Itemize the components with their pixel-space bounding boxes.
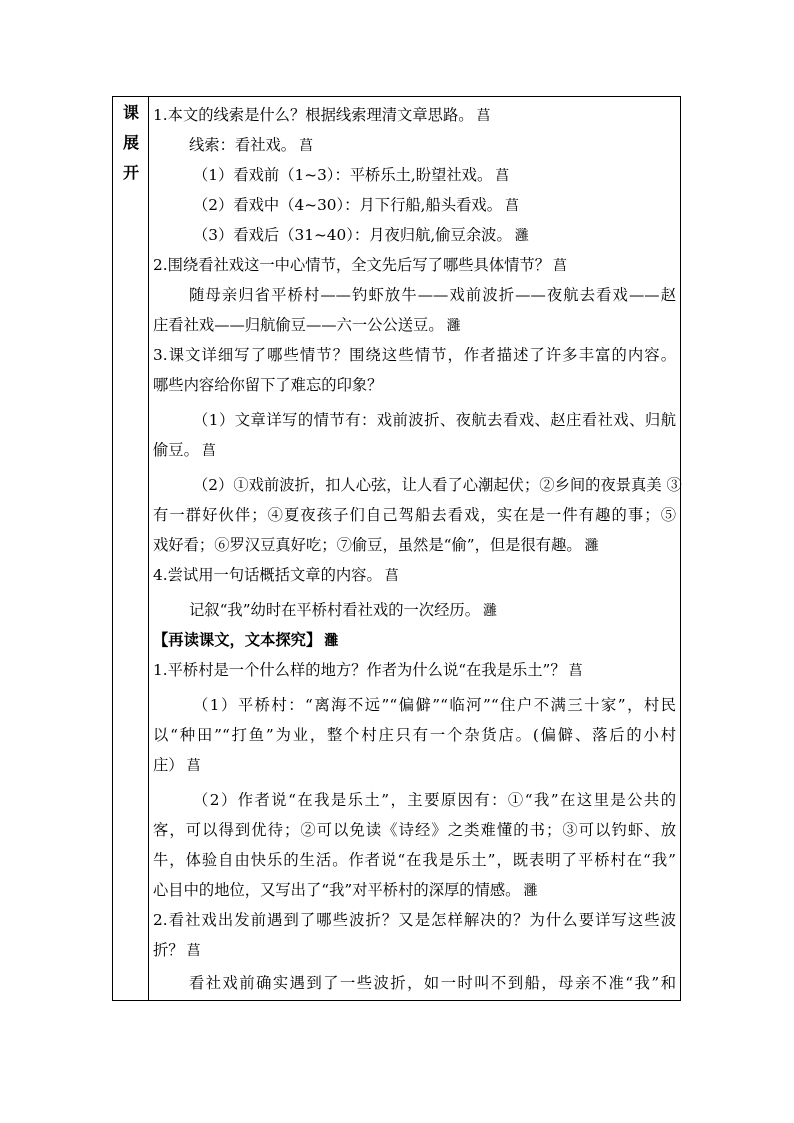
answer-line: 记叙“我”幼时在平桥村看社戏的一次经历。 灉	[189, 601, 497, 619]
question-line: 哪些内容给你留下了难忘的印象？	[153, 376, 383, 394]
answer-line: （1）文章详写的情节有：戏前波折、夜航去看戏、赵庄看社戏、归航	[193, 411, 676, 429]
section-heading: 【再读课文，文本探究】 灉	[153, 631, 339, 649]
paragraph-mark-icon: 灉	[584, 538, 599, 554]
answer-line: 有一群好伙伴；④夏夜孩子们自己驾船去看戏，实在是一件有趣的事；⑤	[153, 506, 676, 524]
lesson-table	[112, 96, 681, 1001]
answer-line: 线索：看社戏。 菖	[189, 136, 314, 154]
answer-line: 以“种田”“打鱼”为业，整个村庄只有一个杂货店。(偏僻、落后的小村	[153, 726, 676, 744]
section-label-column	[113, 97, 149, 1000]
paragraph-mark-icon: 菖	[201, 443, 216, 459]
answer-line: 看社戏前确实遇到了一些波折，如一时叫不到船，母亲不准“我”和	[189, 974, 676, 992]
answer-line: （1）平桥村：“离海不远”“偏僻”“临河”“住户不满三十家”，村民	[193, 696, 676, 714]
paragraph-mark-icon: 菖	[553, 258, 568, 274]
paragraph-mark-icon: 菖	[384, 568, 399, 584]
answer-line: （3）看戏后（31~40）：月夜归航,偷豆余波。 灉	[193, 226, 529, 244]
section-label-char: 课	[122, 103, 139, 122]
answer-line: 偷豆。 菖	[153, 441, 216, 459]
paragraph-mark-icon: 菖	[186, 758, 201, 774]
answer-line: （2）①戏前波折，扣人心弦，让人看了心潮起伏；②乡间的夜景真美 ③	[193, 476, 682, 494]
section-label-char: 展	[122, 133, 139, 152]
question-line: 3.课文详细写了哪些情节？围绕这些情节，作者描述了许多丰富的内容。	[153, 346, 676, 364]
paragraph-mark-icon: 灉	[324, 633, 339, 649]
section-label-char: 开	[122, 163, 139, 182]
paragraph-mark-icon: 菖	[505, 198, 520, 214]
answer-line: （2）作者说“在我是乐土”，主要原因有：①“我”在这里是公共的	[193, 791, 676, 809]
paragraph-mark-icon: 灉	[446, 318, 461, 334]
paragraph-mark-icon: 菖	[186, 943, 201, 959]
question-line: 2.看社戏出发前遇到了哪些波折？又是怎样解决的？为什么要详写这些波	[153, 911, 676, 929]
paragraph-mark-icon: 菖	[568, 663, 583, 679]
paragraph-mark-icon: 菖	[299, 138, 314, 154]
paragraph-mark-icon: 菖	[495, 168, 510, 184]
answer-line: 庄） 菖	[153, 756, 201, 774]
answer-line: （1）看戏前（1~3）：平桥乐土,盼望社戏。 菖	[193, 166, 510, 184]
paragraph-mark-icon: 灉	[483, 603, 497, 619]
paragraph-mark-icon: 菖	[476, 108, 491, 124]
question-line: 2.围绕看社戏这一中心情节，全文先后写了哪些具体情节？ 菖	[153, 256, 568, 274]
answer-line: 客，可以得到优待；②可以免读《诗经》之类难懂的书；③可以钓虾、放	[153, 821, 676, 839]
paragraph-mark-icon: 灉	[523, 883, 538, 899]
answer-line: 牛，体验自由快乐的生活。作者说“在我是乐土”，既表明了平桥村在“我”	[153, 851, 676, 869]
answer-line: 心目中的地位，又写出了“我”对平桥村的深厚的情感。 灉	[153, 881, 538, 899]
answer-line: 戏好看；⑥罗汉豆真好吃；⑦偷豆，虽然是“偷”，但是很有趣。 灉	[153, 536, 599, 554]
question-line: 折？ 菖	[153, 941, 201, 959]
answer-line: （2）看戏中（4~30）：月下行船,船头看戏。 菖	[193, 196, 520, 214]
paragraph-mark-icon: 灉	[514, 228, 529, 244]
question-line: 1.本文的线索是什么？根据线索理清文章思路。 菖	[153, 106, 491, 124]
answer-line: 随母亲归省平桥村——钓虾放牛——戏前波折——夜航去看戏——赵	[189, 286, 676, 304]
answer-line: 庄看社戏——归航偷豆——六一公公送豆。 灉	[153, 316, 461, 334]
question-line: 4.尝试用一句话概括文章的内容。 菖	[153, 566, 399, 584]
lesson-content	[149, 97, 680, 1000]
question-line: 1.平桥村是一个什么样的地方？作者为什么说“在我是乐土”？ 菖	[153, 661, 583, 679]
